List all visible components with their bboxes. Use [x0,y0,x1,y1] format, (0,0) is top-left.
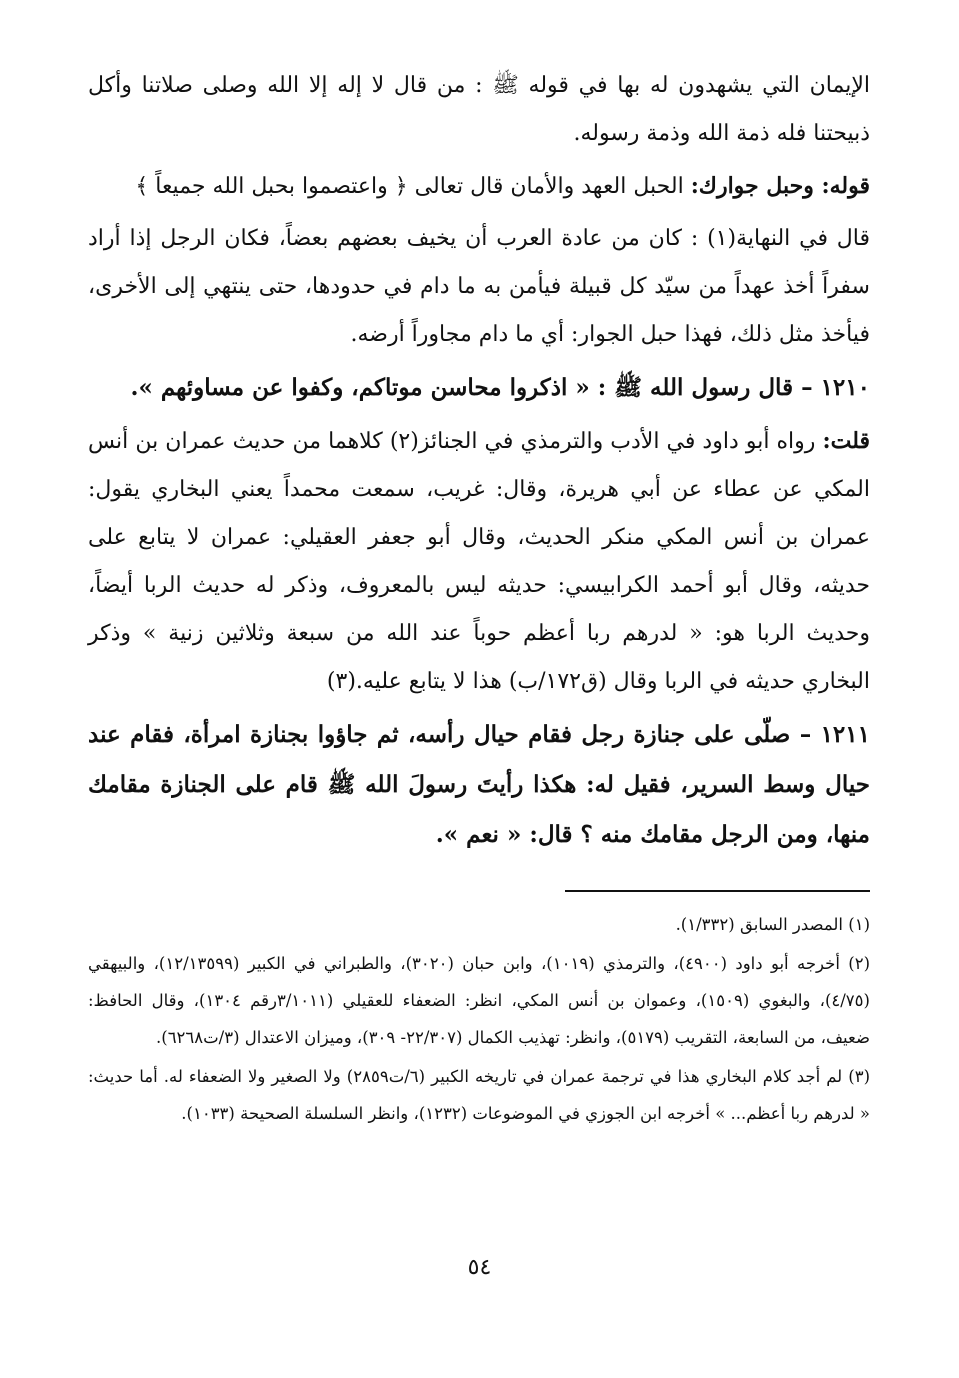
page-number: ٥٤ [467,1255,492,1280]
hadith-1211 [88,710,870,860]
footnotes [88,906,870,1132]
hadith-text: ١٢١١ – صلّى على جنازة رجل فقام حيال رأسه، ثم جاؤوا بجنازة امرأة، فقام عند حيال وسط السرير، فقيل له: هكذا رأيتَ رسولَ الله ﷺ قام على الجنازة مقامك منها، ومن الرجل مقامك منه ؟ قال: « نعم ». [88,721,870,848]
hadith-text: ١٢١٠ – قال رسول الله ﷺ : « اذكروا محاسن موتاكم، وكفوا عن مساوئهم ». [130,374,870,401]
footnote-2: (٢) أخرجه أبو داود (٤٩٠٠)، والترمذي (١٠١٩)، وابن حبان (٣٠٢٠)، والطبراني في الكبير (١٢/١٣٥٩٩)، والبيهقي (٤/٧٥)، والبغوي (١٥٠٩)، وعموان بن أنس المكي، انظر: الضعفاء للعقيلي (٣/١٠١١رقم ١٣٠٤)، وقال الحافظ: ضعيف، من السابعة، التقريب (٥١٧٩)، وانظر: تهذيب الكمال (٢٢/٣٠٧- ٣٠٩)، وميزان الاعتدال (٣/ت٦٢٦٨). [88,954,870,1047]
footnote-3: (٣) لم أجد كلام البخاري هذا في ترجمة عمران في تاريخه الكبير (٦/ت٢٨٥٩) ولا الصغير ولا الضعفاء له. أما حديث: « لدرهم ربا أعظم... » أخرجه ابن الجوزي في الموضوعات (١٢٣٢)، وانظر السلسلة الصحيحة (١٠٣٣). [88,1067,870,1123]
paragraph-text: الإيمان التي يشهدون له بها في قوله ﷺ : من قال لا إله إلا الله وصلى صلاتنا وأكل ذبيحتنا فله ذمة الله وذمة رسوله. [88,73,870,146]
paragraph-qultu [88,417,870,706]
page-body [88,62,870,1352]
paragraph-habl-jiwarik [88,162,870,211]
paragraph-text: رواه أبو داود في الأدب والترمذي في الجنائز(٢) كلاهما من حديث عمران بن أنس المكي عن عطاء عن أبي هريرة، وقال: غريب، سمعت محمداً يعني البخاري يقول: عمران بن أنس المكي منكر الحديث، وقال أبو جعفر العقيلي: عمران لا يتابع على حديثه، وقال أبو أحمد الكرابيسي: حديثه ليس بالمعروف، وذكر له حديث الربا أيضاً، وحديث الربا هو: « لدرهم ربا أعظم حوباً عند الله من سبعة وثلاثين زنية » وذكر البخاري حديثه في الربا وقال (ق١٧٢/ب) هذا لا يتابع عليه.(٣) [88,429,870,694]
paragraph-lead: قوله: وحبل جوارك: [690,173,870,199]
paragraph-lead: قلت: [822,428,870,454]
separator-line [565,890,870,892]
paragraph-text: الحبل العهد والأمان قال تعالى ﴿ واعتصموا بحبل الله جميعاً ﴾ [135,174,684,199]
paragraph-nihaya [88,215,870,359]
paragraph-text: قال في النهاية(١) : كان من عادة العرب أن يخيف بعضهم بعضاً، فكان الرجل إذا أراد سفراً أخذ عهداً من سيّد كل قبيلة فيأمن به ما دام في حدودها، حتى ينتهي إلى الأخرى، فيأخذ مثل ذلك، فهذا حبل الجوار: أي ما دام مجاوراً أرضه. [88,226,870,347]
paragraph-iman [88,62,870,158]
hadith-1210 [88,363,870,413]
footnote-separator [88,890,870,892]
footnote-1: (١) المصدر السابق (١/٣٣٢). [675,915,870,934]
